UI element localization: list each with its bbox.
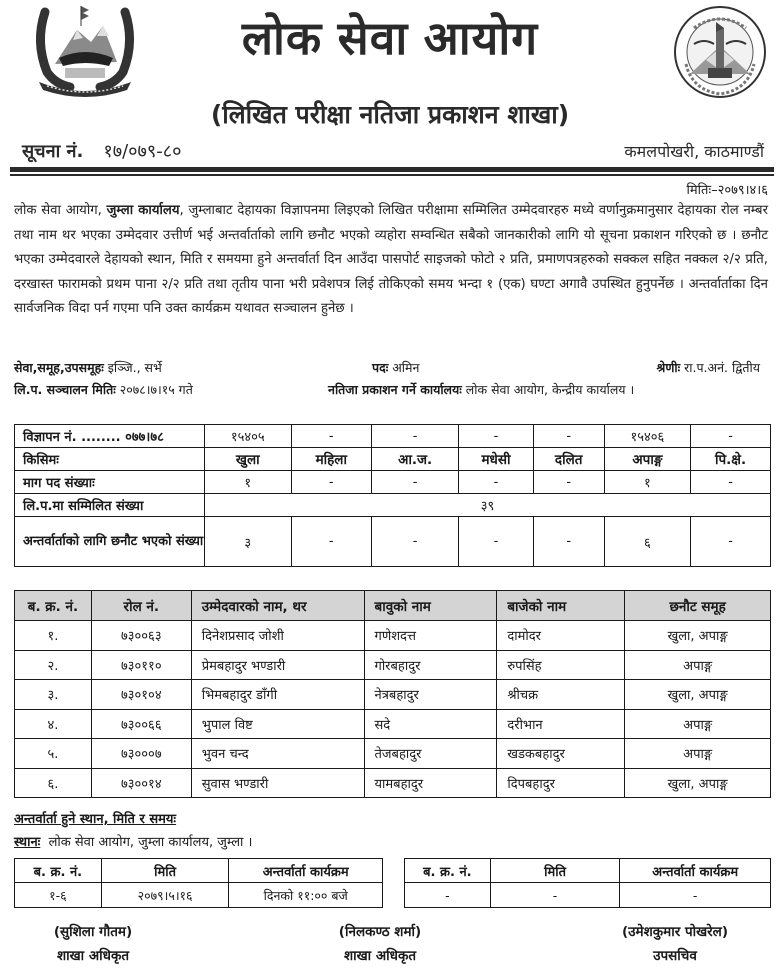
- notice-date: मितिः–२०७९।४।६: [686, 183, 768, 198]
- results-header-row: [15, 591, 771, 621]
- participated-label: लि.प.मा सम्मिलित संख्या: [15, 494, 205, 517]
- father-name: सदे: [364, 709, 497, 739]
- ad-number: -: [291, 425, 372, 448]
- serial: १.: [15, 621, 92, 651]
- roll-number: ७३००१४: [91, 768, 191, 798]
- grandfather-name: रुपसिंह: [497, 650, 625, 680]
- roll-number: ७३०००७: [91, 739, 191, 769]
- signatory-title: उपसचिव: [653, 948, 697, 964]
- schedule-date: -: [490, 883, 620, 908]
- vacancy-table: [14, 424, 771, 567]
- candidate-name: दिनेशप्रसाद जोशी: [191, 621, 364, 651]
- vacancy-row-demand: [15, 471, 771, 494]
- interview-place: [14, 832, 252, 850]
- candidate-name: सुवास भण्डारी: [191, 768, 364, 798]
- table-row: [15, 768, 771, 798]
- page-subtitle: (लिखित परीक्षा नतिजा प्रकाशन शाखा): [210, 100, 570, 129]
- exam-date-label: लि.प. सञ्चालन मितिः: [14, 382, 116, 397]
- vacancy-row-participated: [15, 494, 771, 517]
- roll-number: ७३००६३: [91, 621, 191, 651]
- selected-group: खुला, अपाङ्ग: [625, 621, 771, 651]
- signatory-name: (उमेशकुमार पोखरेल): [621, 924, 729, 940]
- roll-number: ७३००६६: [91, 709, 191, 739]
- office-location: कमलपोखरी, काठमाण्डौं: [624, 142, 764, 161]
- serial: ३.: [15, 680, 92, 710]
- candidate-name: भिमबहादुर डाँगी: [191, 680, 364, 710]
- ad-number: -: [533, 425, 604, 448]
- result-office-value: लोक सेवा आयोग, केन्द्रीय कार्यालय ।: [465, 382, 635, 397]
- selected-group: खुला, अपाङ्ग: [625, 680, 771, 710]
- grandfather-name: श्रीचक्र: [497, 680, 625, 710]
- level-label: श्रेणीः: [656, 360, 681, 375]
- father-name: गोरबहादुर: [364, 650, 497, 680]
- signatory-title: शाखा अधिकृत: [56, 948, 130, 964]
- result-office-label: नतिजा प्रकाशन गर्ने कार्यालयः: [328, 382, 462, 397]
- body-office-name: जुम्ला कार्यालय: [106, 203, 180, 218]
- signature-block: [590, 920, 760, 968]
- candidate-name: प्रेमबहादुर भण्डारी: [191, 650, 364, 680]
- father-name: गणेशदत्त: [364, 621, 497, 651]
- col-header-group: छनौट समूह: [625, 591, 771, 621]
- place-value: लोक सेवा आयोग, जुम्ला कार्यालय, जुम्ला ।: [48, 835, 253, 850]
- type-header: आ.ज.: [372, 448, 459, 471]
- participated-value: ३९: [205, 494, 771, 517]
- type-header: महिला: [291, 448, 372, 471]
- col-header-roll: रोल नं.: [91, 591, 191, 621]
- father-name: यामबहादुर: [364, 768, 497, 798]
- selected-value: -: [372, 517, 459, 567]
- schedule-header-program: अन्तर्वार्ता कार्यक्रम: [229, 859, 383, 883]
- type-header: खुला: [205, 448, 292, 471]
- schedule-header-serial: ब. क्र. नं.: [405, 859, 491, 883]
- type-header: पि.क्षे.: [691, 448, 771, 471]
- service-label: सेवा,समूह,उपसमूहः: [14, 360, 104, 375]
- col-header-father: बावुको नाम: [364, 591, 497, 621]
- notice-row: [22, 136, 764, 166]
- schedule-header-serial: ब. क्र. नं.: [15, 859, 102, 883]
- serial: ४.: [15, 709, 92, 739]
- schedule-header-program: अन्तर्वार्ता कार्यक्रम: [620, 859, 771, 883]
- interview-schedule-left: [14, 858, 383, 908]
- vacancy-row-ad: [15, 425, 771, 448]
- roll-number: ७३०११०: [91, 650, 191, 680]
- candidate-name: भुवन चन्द: [191, 739, 364, 769]
- ad-number: १५४०५: [205, 425, 292, 448]
- selected-value: -: [533, 517, 604, 567]
- post-label: पदः: [372, 360, 389, 375]
- signatory-name: (निलकण्ठ शर्मा): [338, 924, 422, 940]
- selected-value: -: [459, 517, 534, 567]
- schedule-date: २०७९।५।१६: [101, 883, 229, 908]
- nepal-emblem-logo: [25, 2, 145, 98]
- post-value: अमिन: [392, 360, 420, 375]
- notice-body: [14, 199, 768, 322]
- demand-value: १: [604, 471, 691, 494]
- ad-number: -: [459, 425, 534, 448]
- grandfather-name: दिपबहादुर: [497, 768, 625, 798]
- demand-label: माग पद संख्याः: [15, 471, 205, 494]
- signature-block: [38, 920, 148, 968]
- demand-value: -: [291, 471, 372, 494]
- page-title: लोक सेवा आयोग: [241, 11, 539, 65]
- psc-seal-logo: [672, 4, 768, 100]
- header-divider-thin: [10, 174, 774, 176]
- ad-number: -: [372, 425, 459, 448]
- interview-heading: अन्तर्वार्ता हुने स्थान, मिति र समयः: [14, 812, 177, 827]
- selected-group: अपाङ्ग: [625, 650, 771, 680]
- ad-number: -: [691, 425, 771, 448]
- header-divider: [10, 167, 774, 172]
- selected-value: -: [291, 517, 372, 567]
- type-header: दलित: [533, 448, 604, 471]
- demand-value: -: [691, 471, 771, 494]
- body-text-1: लोक सेवा आयोग,: [14, 203, 107, 218]
- place-label: स्थानः: [14, 835, 41, 850]
- demand-value: -: [459, 471, 534, 494]
- vacancy-row-type: [15, 448, 771, 471]
- signatory-title: शाखा अधिकृत: [343, 948, 417, 964]
- schedule-header-date: मिति: [101, 859, 229, 883]
- type-header: अपाङ्ग: [604, 448, 691, 471]
- service-value: इञ्जि., सर्भे: [107, 360, 162, 375]
- table-row: [15, 709, 771, 739]
- table-row: [15, 680, 771, 710]
- ad-number: १५४०६: [604, 425, 691, 448]
- selected-group: अपाङ्ग: [625, 709, 771, 739]
- level-value: रा.प.अनं. द्वितीय: [684, 360, 760, 375]
- grandfather-name: दामोदर: [497, 621, 625, 651]
- selected-label: अन्तर्वार्ताको लागि छनौट भएको संख्या: [15, 517, 205, 567]
- schedule-serial: -: [405, 883, 491, 908]
- table-row: [15, 621, 771, 651]
- serial: ६.: [15, 768, 92, 798]
- schedule-header-date: मिति: [490, 859, 620, 883]
- type-label: किसिमः: [15, 448, 205, 471]
- col-header-grandfather: बाजेको नाम: [497, 591, 625, 621]
- demand-value: -: [533, 471, 604, 494]
- selected-value: ३: [205, 517, 292, 567]
- selected-group: अपाङ्ग: [625, 739, 771, 769]
- schedule-time: -: [620, 883, 771, 908]
- father-name: तेजबहादुर: [364, 739, 497, 769]
- col-header-candidate: उम्मेदवारको नाम, थर: [191, 591, 364, 621]
- vacancy-row-selected: [15, 517, 771, 567]
- schedule-time: दिनको ११:०० बजे: [229, 883, 383, 908]
- signature-block: [310, 920, 450, 968]
- father-name: नेत्रबहादुर: [364, 680, 497, 710]
- roll-number: ७३०१०४: [91, 680, 191, 710]
- candidate-name: भुपाल विष्ट: [191, 709, 364, 739]
- interview-schedule-right: [404, 858, 771, 908]
- table-row: [15, 650, 771, 680]
- ad-label: विज्ञापन नं. ........ ०७७।७८: [15, 425, 205, 448]
- grandfather-name: खडकबहादुर: [497, 739, 625, 769]
- demand-value: १: [205, 471, 292, 494]
- demand-value: -: [372, 471, 459, 494]
- notice-number-value: १७/०७९-८०: [103, 141, 182, 162]
- schedule-row: [15, 883, 383, 908]
- schedule-serial: १-६: [15, 883, 102, 908]
- selected-value: -: [691, 517, 771, 567]
- grandfather-name: दरीभान: [497, 709, 625, 739]
- selected-value: ६: [604, 517, 691, 567]
- results-table: [14, 590, 771, 798]
- exam-date-value: २०७८।७।१५ गते: [119, 382, 193, 397]
- schedule-row: [405, 883, 771, 908]
- selected-group: खुला, अपाङ्ग: [625, 768, 771, 798]
- serial: २.: [15, 650, 92, 680]
- signatory-name: (सुशिला गौतम): [53, 924, 133, 940]
- notice-number: [22, 139, 181, 163]
- serial: ५.: [15, 739, 92, 769]
- table-row: [15, 739, 771, 769]
- col-header-serial: ब. क्र. नं.: [15, 591, 92, 621]
- type-header: मधेसी: [459, 448, 534, 471]
- notice-label: सूचना नं.: [22, 141, 84, 162]
- body-text-2: , जुम्लाबाट देहायका विज्ञापनमा लिइएको लिखित परीक्षामा सम्मिलित उम्मेदवारहरु मध्ये वर्णानुक्रमानुसार देहायका रोल नम्बर तथा नाम थर भएका उम्मेदवार उत्तीर्ण भई अन्तर्वार्ताको लागि छनौट भएको व्यहोरा सम्वन्धित सबैको जानकारीको लागि यो सूचना प्रकाशन गरिएको छ । छनौट भएका उम्मेदवारले देहायको स्थान, मिति र समयमा हुने अन्तर्वार्ता दिन आउँदा पासपोर्ट साइजको फोटो २ प्रति, प्रमाणपत्रहरुको सक्कल सहित नक्कल २/२ प्रति, दरखास्त फारामको प्रथम पाना २/२ प्रति तथा तृतीय पाना भरी प्रवेशपत्र लिई तोकिएको समय भन्दा १ (एक) घण्टा अगावै उपस्थित हुनुपर्नेछ । अन्तर्वार्ताका दिन सार्वजनिक विदा पर्न गएमा पनि उक्त कार्यक्रम यथावत सञ्चालन हुनेछ ।: [14, 203, 768, 316]
